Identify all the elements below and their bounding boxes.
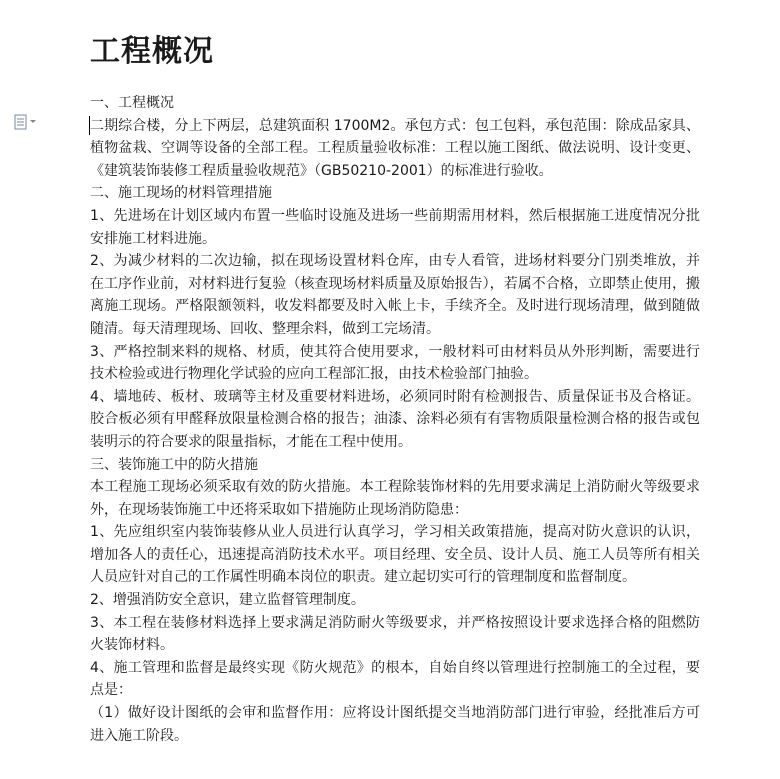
paragraph: 4、施工管理和监督是最终实现《防火规范》的根本，自始自终以管理进行控制施工的全过程，要点是： xyxy=(90,659,700,699)
paragraph: 2、为减少材料的二次边输，拟在现场设置材料仓库，由专人看管，进场材料要分门别类堆放，并在工序作业前，对材料进行复验（核查现场材料质量及原始报告），若属不合格，立即禁止使用，搬离施工现场。严格限额领料，收发料都要及时入帐上卡，手续齐全。及时进行现场清理，做到随做随清。每天清理现场、回收、整理余料，做到工完场清。 xyxy=(90,253,700,337)
paragraph: 4、墙地砖、板材、玻璃等主材及重要材料进场，必须同时附有检测报告、质量保证书及合格证。胶合板必须有甲醛释放限量检测合格的报告；油漆、涂料必须有有害物质限量检测合格的报告或包装明示的符合要求的限量指标，才能在工程中使用。 xyxy=(90,388,700,450)
paragraph: （1）做好设计图纸的会审和监督作用：应将设计图纸提交当地消防部门进行审验，经批准后方可进入施工阶段。 xyxy=(90,705,700,744)
paragraph: 3、本工程在装修材料选择上要求满足消防耐火等级要求，并严格按照设计要求选择合格的阻燃防火装饰材料。 xyxy=(90,614,700,654)
document-lines-icon[interactable] xyxy=(14,114,44,130)
page-title: 工程概况 xyxy=(90,34,214,69)
section-heading: 一、工程概况 xyxy=(90,95,174,111)
section-heading: 三、装饰施工中的防火措施 xyxy=(90,456,258,473)
document-body[interactable] xyxy=(90,92,700,747)
paragraph: 本工程施工现场必须采取有效的防火措施。本工程除装饰材料的先用要求满足上消防耐火等级要求外，在现场装饰施工中还将采取如下措施防止现场消防隐患： xyxy=(90,479,700,518)
section-heading: 二、施工现场的材料管理措施 xyxy=(90,185,272,202)
paragraph: 2、增强消防安全意识，建立监督管理制度。 xyxy=(90,592,365,609)
paragraph: 1、先进场在计划区域内布置一些临时设施及进场一些前期需用材料，然后根据施工进度情况分批安排施工材料进施。 xyxy=(90,207,700,247)
paragraph: 1、先应组织室内装饰装修从业人员进行认真学习，学习相关政策措施，提高对防火意识的认识，增加各人的责任心，迅速提高消防技术水平。项目经理、安全员、设计人员、施工人员等所有相关人员应针对自己的工作属性明确本岗位的职责。建立起切实可行的管理制度和监督制度。 xyxy=(90,524,700,586)
paragraph: 二期综合楼，分上下两层，总建筑面积 1700M2。承包方式：包工包料，承包范围：除成品家具、植物盆栽、空调等设备的全部工程。工程质量验收标准：工程以施工图纸、做法说明、设计变更、《建筑装饰装修工程质量验收规范》（GB50210-2001）的标准进行验收。 xyxy=(90,117,700,179)
paragraph: 3、严格控制来料的规格、材质，使其符合使用要求，一般材料可由材料员从外形判断，需要进行技术检验或进行物理化学试验的应向工程部汇报，由技术检验部门抽验。 xyxy=(90,343,700,383)
